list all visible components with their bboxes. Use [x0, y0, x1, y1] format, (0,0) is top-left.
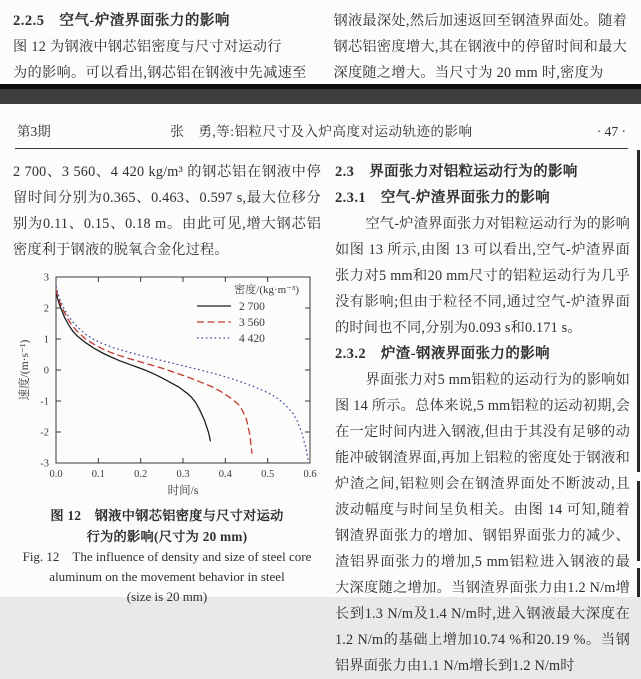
svg-text:0.4: 0.4	[218, 469, 232, 480]
top-right-line-1: 钢液最深处,然后加速返回至钢渣界面处。随着	[333, 13, 628, 29]
section-heading-2-3: 2.3 界面张力对铝粒运动行为的影响	[335, 164, 578, 180]
caption-cn-line-1: 图 12 钢液中钢芯铝密度与尺寸对运动	[50, 508, 284, 523]
svg-text:2 700: 2 700	[239, 301, 265, 313]
page-number: · 47 ·	[596, 124, 626, 139]
figure-12	[13, 267, 321, 607]
issue-number: 第3期	[17, 124, 51, 139]
svg-text:3 560: 3 560	[239, 317, 265, 329]
svg-text:-3: -3	[40, 458, 49, 470]
svg-text:速度/(m·s⁻¹): 速度/(m·s⁻¹)	[19, 339, 31, 401]
current-page	[0, 104, 641, 674]
caption-cn-line-2: 行为的影响(尺寸为 20 mm)	[86, 529, 248, 544]
svg-text:0.2: 0.2	[134, 469, 148, 480]
scan-edge-artifact	[637, 150, 640, 597]
right-column	[335, 159, 630, 679]
caption-en-line-2: aluminum on the movement behavior in steel	[49, 569, 285, 584]
paragraph-2-3-2: 界面张力对5 mm铝粒的运动行为的影响如图 14 所示。总体来说,5 mm铝粒的运动初期,会在一定时间内进入钢液,但由于其没有足够的动能冲破钢渣界面,再加上铝粒的密度处于钢液和炉渣之间,铝粒则会在钢渣界面处不断波动,且波动幅度与时间呈负相关。由图 14 可知,随着钢渣界面张力的增加、钢铝界面张力的减少、渣铝界面张力的增加,5 mm铝粒进入钢液的最大深度随之增加。当钢渣界面张力由1.2 N/m增长到1.3 N/m及1.4 N/m时,进入钢液最大深度在1.2 N/m的基础上增加10.74 %和20.19 %。当钢铝界面张力由1.1 N/m增长到1.2 N/m时	[335, 372, 630, 674]
svg-text:0.5: 0.5	[261, 469, 275, 480]
top-right-line-2: 钢芯铝密度增大,其在钢液中的停留时间和最大	[333, 39, 628, 55]
svg-text:0: 0	[43, 365, 49, 377]
svg-text:3: 3	[43, 272, 49, 284]
top-left-line-1: 图 12 为钢液中钢芯铝密度与尺寸对运动行	[13, 39, 282, 55]
two-column-body	[13, 159, 630, 679]
caption-en-line-3: (size is 20 mm)	[126, 589, 208, 604]
running-head-rule	[15, 148, 628, 149]
svg-text:时间/s: 时间/s	[167, 485, 199, 497]
section-heading-2-3-2: 2.3.2 炉渣-钢液界面张力的影响	[335, 346, 551, 362]
caption-en-line-1: Fig. 12 The influence of density and size of steel core	[22, 549, 312, 564]
svg-text:0.6: 0.6	[303, 469, 317, 480]
top-right-column	[333, 8, 630, 84]
svg-text:2: 2	[43, 303, 49, 315]
movement-chart	[16, 267, 318, 499]
running-head-title: 张 勇,等:铝粒尺寸及入炉高度对运动轨迹的影响	[170, 124, 473, 139]
svg-text:1: 1	[43, 334, 49, 346]
running-head	[13, 118, 630, 148]
svg-text:密度/(kg·m⁻³): 密度/(kg·m⁻³)	[234, 284, 299, 296]
svg-text:0.1: 0.1	[91, 469, 105, 480]
svg-text:0.0: 0.0	[49, 469, 63, 480]
left-paragraph: 2 700、3 560、4 420 kg/m³ 的钢芯铝在钢液中停留时间分别为0.365、0.463、0.597 s,最大位移分别为0.11、0.15、0.18 m。由此可见,增大钢芯铝密度利于钢液的脱氧合金化过程。	[13, 164, 321, 258]
svg-text:4 420: 4 420	[239, 333, 265, 345]
section-heading-2-2-5: 2.2.5 空气-炉渣界面张力的影响	[13, 13, 230, 29]
top-left-column	[13, 8, 317, 84]
left-column	[13, 159, 321, 679]
paragraph-2-3-1: 空气-炉渣界面张力对铝粒运动行为的影响如图 13 所示,由图 13 可以看出,空气-炉渣界面张力对5 mm和20 mm尺寸的铝粒运动行为几乎没有影响;但由于粒径不同,通过空气-炉渣界面的时间也不同,分别为0.093 s和0.171 s。	[335, 216, 630, 336]
previous-page-fragment	[0, 0, 641, 84]
figure-12-caption	[13, 505, 321, 607]
svg-text:-1: -1	[40, 396, 49, 408]
top-right-line-3: 深度随之增大。当尺寸为 20 mm 时,密度为	[333, 65, 604, 81]
top-left-line-2: 为的影响。可以看出,钢芯铝在钢液中先减速至	[13, 65, 307, 81]
svg-text:0.3: 0.3	[176, 469, 190, 480]
page-separator-band	[0, 84, 641, 104]
section-heading-2-3-1: 2.3.1 空气-炉渣界面张力的影响	[335, 190, 551, 206]
svg-text:-2: -2	[40, 427, 49, 439]
